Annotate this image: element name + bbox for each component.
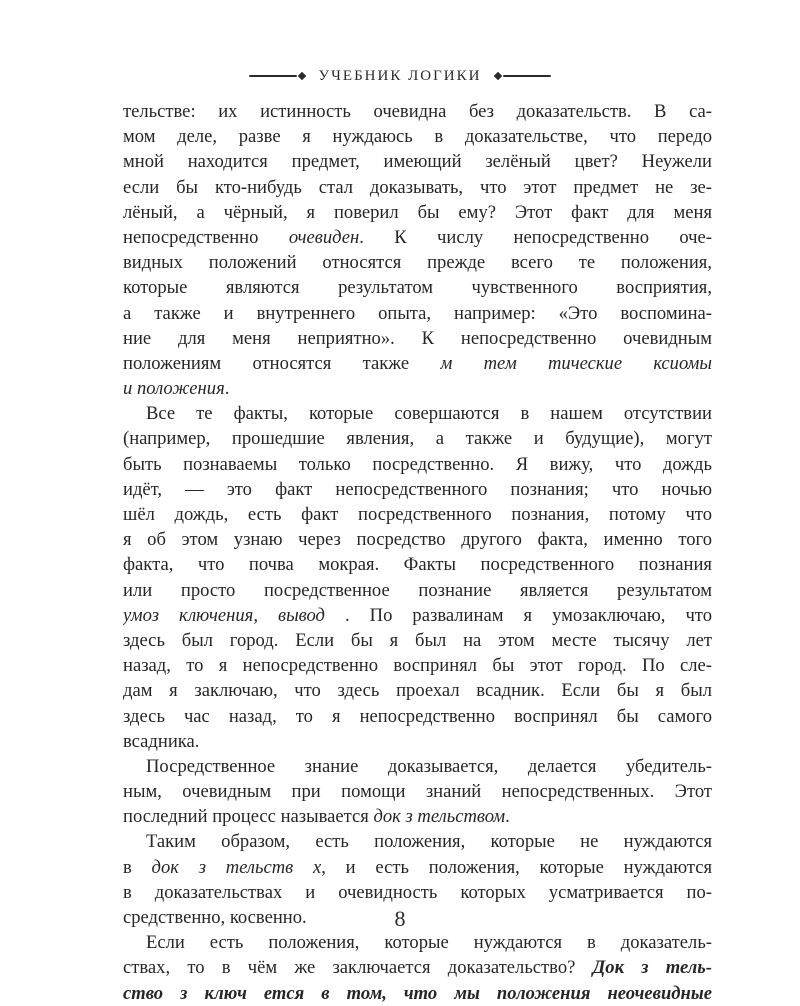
text-line: Если есть положения, которые нуждаются в доказатель- xyxy=(146,932,712,954)
text-line xyxy=(123,225,712,250)
text-line: ным, очевидным при помощи знаний непосредственных. Этот xyxy=(123,781,712,803)
text-line: средственно, косвенно. xyxy=(123,907,307,928)
text-line: тельстве: их истинность очевидна без доказательств. В са- xyxy=(123,101,712,122)
text-run: последний процесс называется xyxy=(123,806,374,828)
text-line: всадника. xyxy=(123,730,200,752)
text-line: быть познаваемы только посредственно. Я вижу, что дождь xyxy=(123,453,712,475)
bold-emphasis-text: Док з тель- xyxy=(592,957,712,979)
text-line: идёт, — это факт непосредственного познания; что ночью xyxy=(123,478,712,500)
running-head xyxy=(0,62,800,90)
paragraph-3 xyxy=(123,754,712,830)
text-line: Таким образом, есть положения, которые не нуждаются xyxy=(146,831,712,853)
text-line: шёл дождь, есть факт посредственного познания, потому что xyxy=(123,504,712,525)
text-line: лёный, а чёрный, я поверил бы ему? Этот факт для меня xyxy=(123,201,712,223)
paragraph-2 xyxy=(123,401,712,754)
text-run: . По развалинам я умозаключаю, что xyxy=(324,604,712,626)
text-line: в доказательствах и очевидность которых усматривается по- xyxy=(123,881,712,903)
emphasis-text: очевиден xyxy=(288,226,360,248)
text-line: Посредственное знание доказывается, делается убедитель- xyxy=(146,755,712,777)
emphasis-text: м тем тические ксиомы xyxy=(440,352,712,374)
text-line: которые являются результатом чувственного восприятия, xyxy=(123,277,712,299)
text-line: видных положений относятся прежде всего те положения, xyxy=(123,252,712,274)
emphasis-text: и положения xyxy=(123,378,225,400)
text-line xyxy=(123,855,712,880)
paragraph-1 xyxy=(123,99,712,401)
emphasis-text: умоз ключения, вывод xyxy=(123,604,325,626)
text-run: в xyxy=(123,856,152,878)
text-run: . К числу непосредственно оче- xyxy=(359,226,712,248)
text-line: мом деле, разве я нуждаюсь в доказательстве, что передо xyxy=(123,126,712,148)
emphasis-text: док з тельством xyxy=(373,806,506,828)
text-run: , и есть положения, которые нуждаются xyxy=(321,856,712,878)
text-line: факта, что почва мокрая. Факты посредственного познания xyxy=(123,554,712,576)
text-line: или просто посредственное познание является результатом xyxy=(123,579,712,601)
right-ornament-icon xyxy=(493,73,551,79)
text-line: Все те факты, которые совершаются в нашем отсутствии xyxy=(146,403,712,425)
text-line xyxy=(123,981,712,1006)
page-number: 8 xyxy=(394,906,406,931)
text-line: назад, то я непосредственно воспринял бы этот город. По сле- xyxy=(123,655,712,677)
text-line: (например, прошедшие явления, а также и будущие), могут xyxy=(123,428,712,450)
text-run: непосредственно xyxy=(123,226,289,248)
text-line xyxy=(123,376,712,401)
paragraph-5 xyxy=(123,930,712,1006)
text-line: если бы кто-нибудь стал доказывать, что этот предмет не зе- xyxy=(123,176,712,198)
text-line xyxy=(123,603,712,628)
left-ornament-icon xyxy=(249,73,307,79)
body-text xyxy=(123,99,712,1006)
text-line xyxy=(123,955,712,980)
text-line xyxy=(123,351,712,376)
text-run: ствах, то в чём же заключается доказательство? xyxy=(123,957,593,979)
text-line: я об этом узнаю через посредство другого факта, именно того xyxy=(123,529,712,551)
running-head-title: УЧЕБНИК ЛОГИКИ xyxy=(318,67,482,84)
text-line xyxy=(123,804,712,829)
text-line: а также и внутреннего опыта, например: «Это воспомина- xyxy=(123,302,712,324)
bold-emphasis-text: ство з ключ ется в том, что мы положения неочевидные xyxy=(123,982,712,1004)
text-line: здесь был город. Если бы я был на этом месте тысячу лет xyxy=(123,629,712,651)
text-run: положениям относятся также xyxy=(123,352,441,374)
text-run: . xyxy=(224,378,230,400)
text-line: мной находится предмет, имеющий зелёный цвет? Неужели xyxy=(123,151,712,173)
text-line: ние для меня неприятно». К непосредственно очевидным xyxy=(123,327,712,349)
text-line: дам я заключаю, что здесь проехал всадник. Если бы я был xyxy=(123,680,712,702)
emphasis-text: док з тельств х xyxy=(151,856,322,878)
text-run: . xyxy=(505,806,510,828)
text-line: здесь час назад, то я непосредственно воспринял бы самого xyxy=(123,705,712,727)
